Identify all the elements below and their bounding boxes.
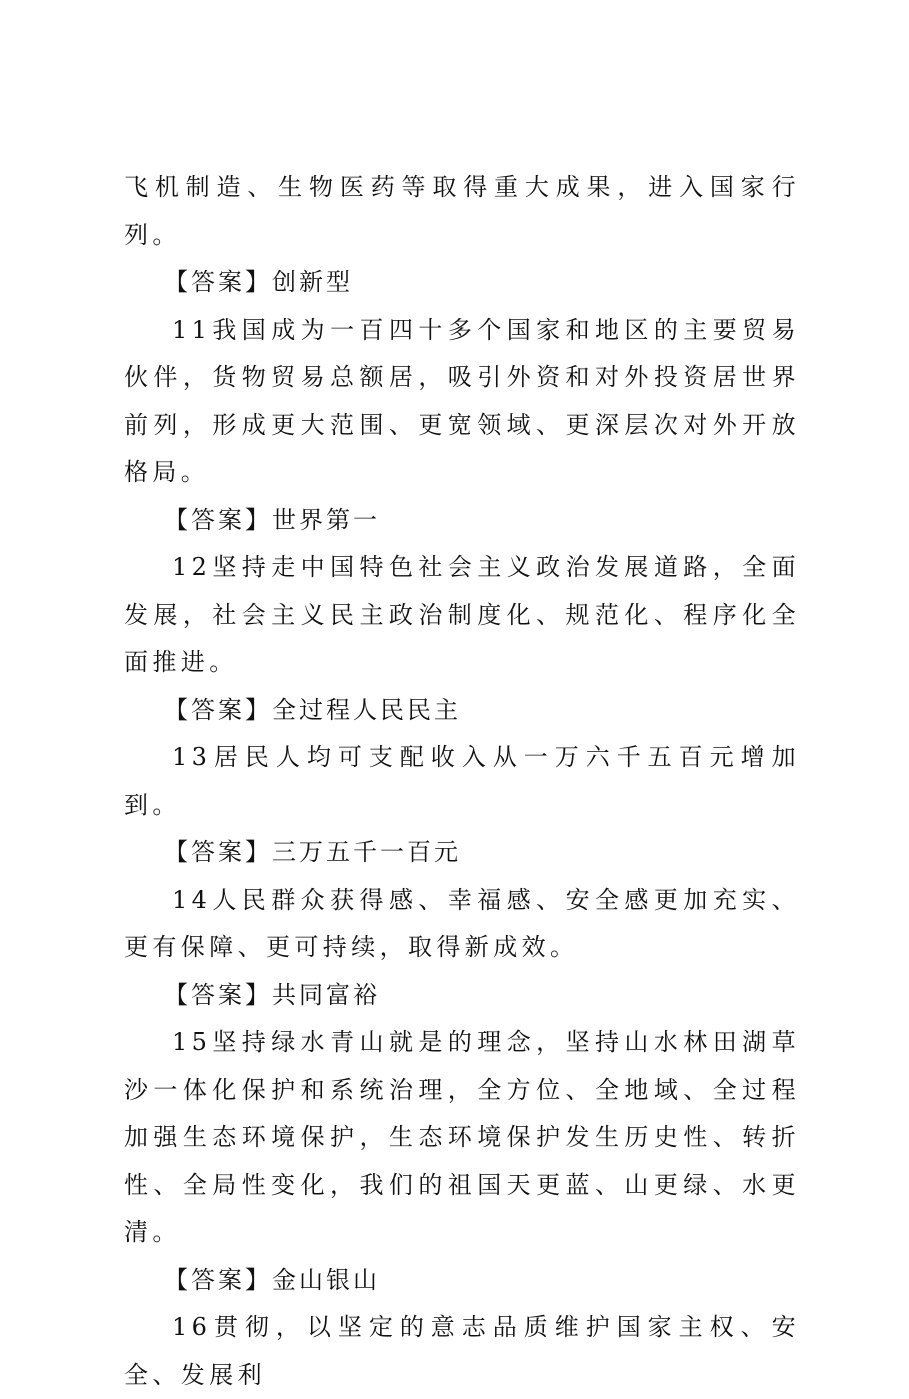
question-16: 16贯彻，以坚定的意志品质维护国家主权、安全、发展利 <box>124 1313 800 1389</box>
answer-14: 【答案】共同富裕 <box>164 980 380 1009</box>
question-11: 11我国成为一百四十多个国家和地区的主要贸易伙伴，货物贸易总额居，吸引外资和对外投资居世界前列，形成更大范围、更宽领域、更深层次对外开放格局。 <box>124 315 800 486</box>
question-12: 12坚持走中国特色社会主义政治发展道路，全面发展，社会主义民主政治制度化、规范化、程序化全面推进。 <box>124 553 800 676</box>
answer-15: 【答案】金山银山 <box>164 1265 380 1294</box>
document-body <box>124 164 800 1399</box>
answer-11: 【答案】世界第一 <box>164 505 380 534</box>
answer-12: 【答案】全过程人民民主 <box>164 695 461 724</box>
paragraph-continuation: 飞机制造、生物医药等取得重大成果，进入国家行列。 <box>124 173 800 249</box>
answer-13: 【答案】三万五千一百元 <box>164 838 461 866</box>
question-14: 14人民群众获得感、幸福感、安全感更加充实、更有保障、更可持续，取得新成效。 <box>124 885 800 961</box>
question-15: 15坚持绿水青山就是的理念，坚持山水林田湖草沙一体化保护和系统治理，全方位、全地域、全过程加强生态环境保护，生态环境保护发生历史性、转折性、全局性变化，我们的祖国天更蓝、山更绿、水更清。 <box>124 1028 800 1246</box>
answer-10: 【答案】创新型 <box>164 268 353 296</box>
question-13: 13居民人均可支配收入从一万六千五百元增加到。 <box>124 743 800 819</box>
